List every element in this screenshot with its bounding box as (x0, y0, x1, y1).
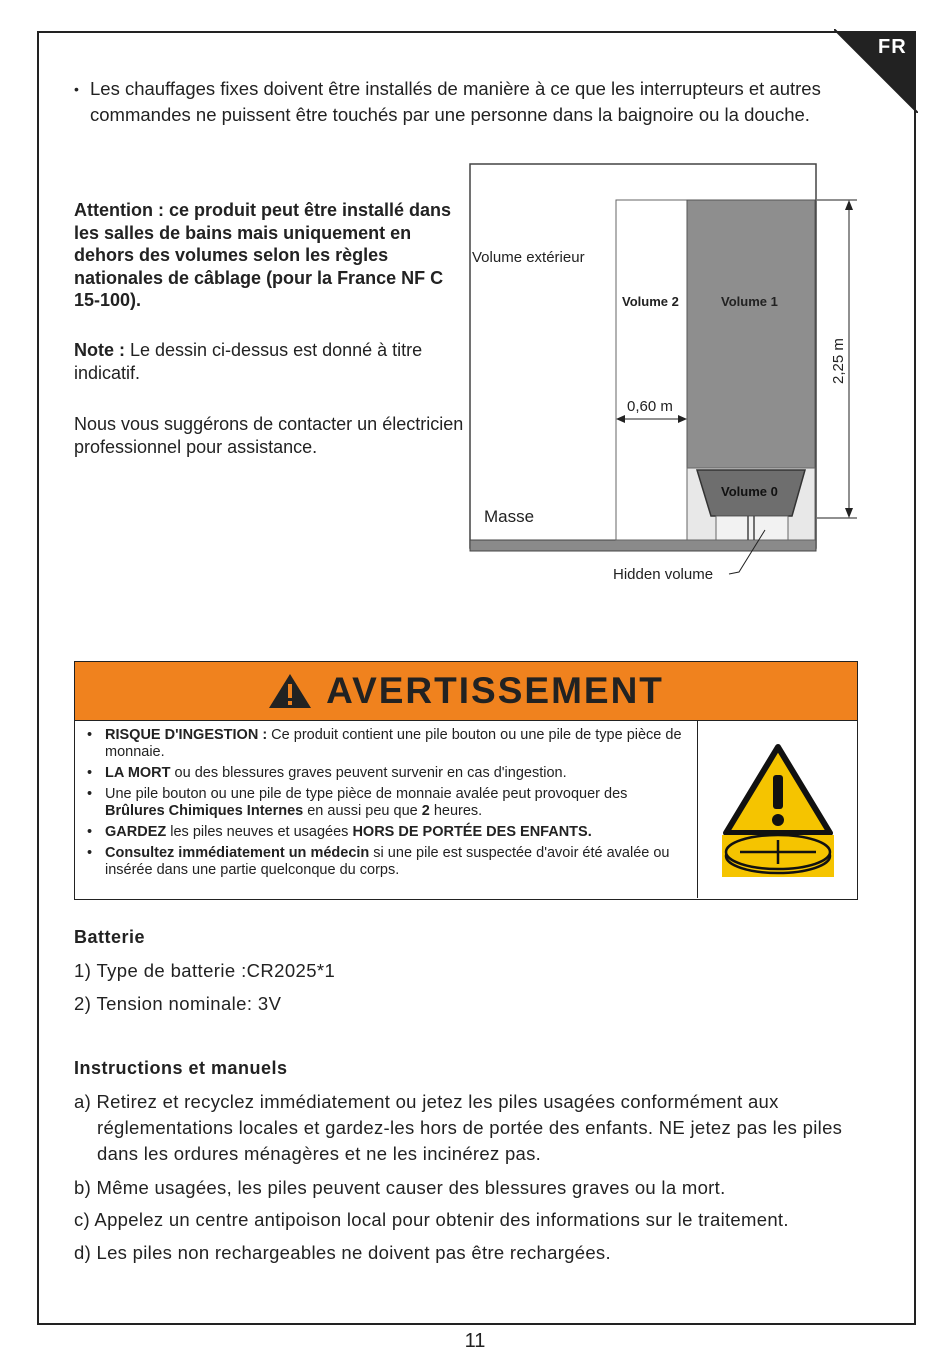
warning-title: AVERTISSEMENT (326, 670, 664, 711)
note-label: Note : (74, 340, 125, 360)
warning-header (75, 662, 857, 721)
intro-bullet: • Les chauffages fixes doivent être installés de manière à ce que les interrupteurs et autres commandes ne puissent être touchés par une personne dans la baignoire ou la douche. (74, 76, 874, 128)
label-volume-1: Volume 1 (721, 294, 778, 309)
list-item: • RISQUE D'INGESTION : Ce produit contient une pile bouton ou une pile de type pièce de monnaie. (81, 727, 691, 761)
note-text (74, 339, 464, 384)
battery-type: 1) Type de batterie :CR2025*1 (74, 960, 336, 981)
list-item: • GARDEZ les piles neuves et usagées HORS DE PORTÉE DES ENFANTS. (81, 824, 691, 841)
list-item: • Une pile bouton ou une pile de type pièce de monnaie avalée peut provoquer des Brûlures Chimiques Internes en aussi peu que 2 heures. (81, 786, 691, 820)
list-item: • LA MORT ou des blessures graves peuvent survenir en cas d'ingestion. (81, 765, 691, 782)
language-label: FR (878, 36, 907, 58)
suggestion-text: Nous vous suggérons de contacter un électricien professionnel pour assistance. (74, 414, 464, 457)
label-masse: Masse (484, 507, 535, 526)
attention-text: Attention : ce produit peut être installé dans les salles de bains mais uniquement en dehors des volumes selon les règles nationales de câblage (pour la France NF C 15-100). (74, 200, 452, 310)
label-volume-exterieur: Volume extérieur (472, 249, 585, 266)
page-number: 11 (464, 1330, 486, 1352)
warning-triangle-icon (268, 673, 312, 709)
warning-box (74, 661, 858, 900)
label-width-060: 0,60 m (627, 398, 673, 415)
instruction-d: d) Les piles non rechargeables ne doivent pas être rechargées. (74, 1242, 611, 1263)
warning-body (75, 721, 857, 898)
warning-coin-battery-icon (722, 743, 834, 877)
label-hidden-volume: Hidden volume (613, 566, 714, 583)
instruction-c: c) Appelez un centre antipoison local pour obtenir des informations sur le traitement. (74, 1209, 789, 1230)
bathroom-volumes-diagram (467, 160, 867, 590)
battery-title: Batterie (74, 927, 146, 947)
note-body: Le dessin ci-dessus est donné à titre indicatif. (74, 340, 423, 383)
list-item: • Consultez immédiatement un médecin si une pile est suspectée d'avoir été avalée ou insérée dans une partie quelconque du corps. (81, 845, 691, 879)
warning-pictogram (698, 721, 857, 898)
label-height-225: 2,25 m (830, 338, 847, 384)
label-volume-0: Volume 0 (721, 484, 778, 499)
warning-list (75, 721, 698, 898)
battery-voltage: 2) Tension nominale: 3V (74, 993, 282, 1014)
instructions-title: Instructions et manuels (74, 1058, 288, 1078)
instruction-a: a) Retirez et recyclez immédiatement ou jetez les piles usagées conformément aux réglementations locales et gardez-les hors de portée des enfants. NE jetez pas les piles dans les ordures ménagères et ne les incinérez pas. (74, 1091, 843, 1164)
label-volume-2: Volume 2 (622, 294, 679, 309)
instruction-b: b) Même usagées, les piles peuvent causer des blessures graves ou la mort. (74, 1177, 726, 1198)
